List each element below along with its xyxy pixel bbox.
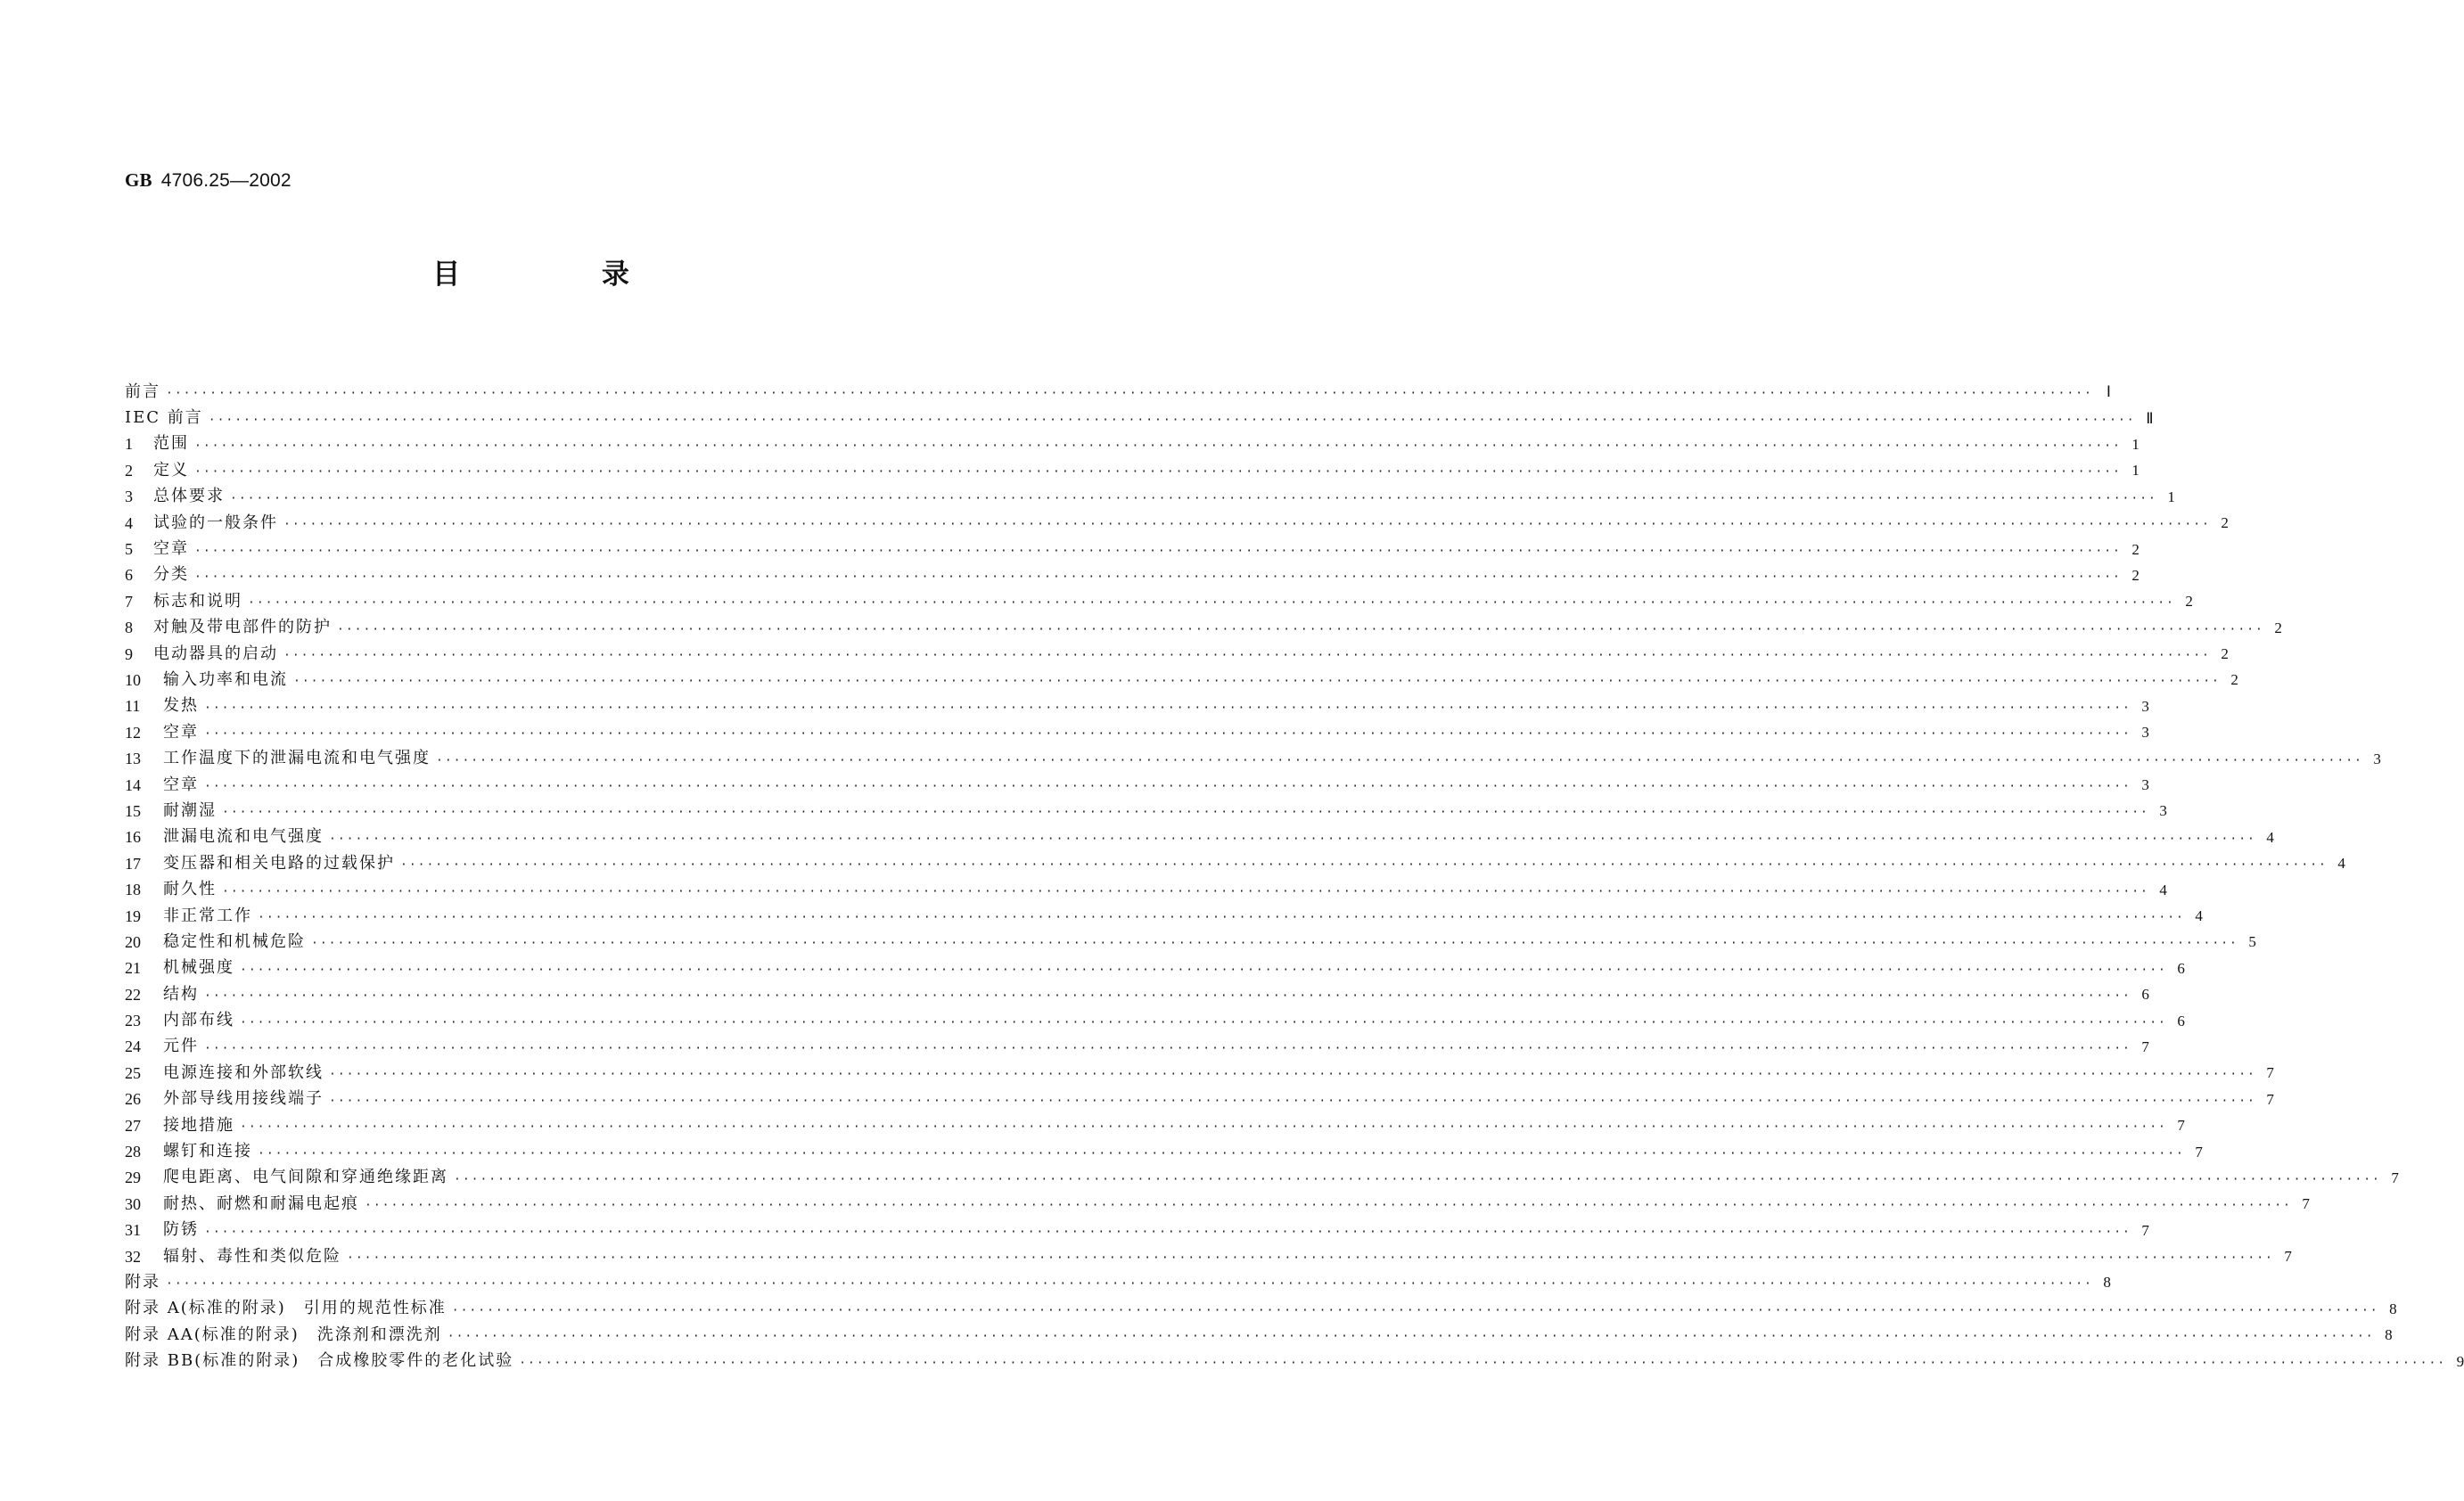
toc-dot-leader: ···························································································································································································································· (447, 1330, 2375, 1344)
toc-dot-leader: ···························································································································································································································· (194, 465, 2122, 480)
toc-entry-page-number: 2 (2185, 593, 2193, 611)
toc-entry-title: 结构 (163, 984, 199, 1004)
toc-entry-number: 16 (125, 828, 141, 847)
toc-entry-page-number: 3 (2141, 724, 2149, 742)
toc-entry-title: 非正常工作 (163, 906, 252, 925)
toc-dot-leader: ···························································································································································································································· (454, 1172, 2381, 1186)
toc-entry-page-number: 2 (2221, 645, 2229, 663)
toc-dot-leader: ···························································································································································································································· (230, 491, 2157, 505)
toc-entry[interactable] (125, 457, 2140, 483)
toc-entry-page-number: 4 (2337, 855, 2345, 873)
toc-entry-title: 工作温度下的泄漏电流和电气强度 (163, 749, 431, 768)
toc-entry[interactable] (125, 510, 2229, 536)
toc-entry[interactable] (125, 1138, 2203, 1164)
toc-dot-leader: ···························································································································································································································· (248, 596, 2175, 611)
toc-entry-number: 26 (125, 1090, 141, 1109)
toc-dot-leader: ···························································································································································································································· (166, 1277, 2093, 1292)
toc-entry-number: 22 (125, 985, 141, 1004)
toc-entry[interactable] (125, 1087, 2274, 1112)
toc-entry[interactable] (125, 693, 2149, 719)
toc-dot-leader: ···························································································································································································································· (311, 937, 2238, 951)
toc-entry-number: 17 (125, 854, 141, 873)
toc-entry-title: 电源连接和外部软线 (163, 1062, 324, 1082)
toc-entry-number: 11 (125, 697, 141, 716)
toc-entry-page-number: Ⅰ (2106, 383, 2111, 401)
toc-entry-title: 外部导线用接线端子 (163, 1089, 324, 1109)
toc-dot-leader: ···························································································································································································································· (436, 753, 2363, 767)
toc-dot-leader: ···························································································································································································································· (204, 1041, 2131, 1055)
toc-entry-number: 18 (125, 881, 141, 899)
toc-entry-number: 9 (125, 644, 133, 663)
toc-entry-page-number: 7 (2391, 1169, 2399, 1186)
toc-dot-leader: ···························································································································································································································· (222, 884, 2149, 898)
standard-code-number: 4706.25—2002 (160, 170, 292, 191)
toc-entry-number: 15 (125, 801, 141, 820)
toc-entry-title: 辐射、毒性和类似危险 (163, 1246, 341, 1266)
toc-entry-page-number: 7 (2177, 1117, 2185, 1135)
toc-entry-number: 25 (125, 1063, 141, 1082)
toc-entry-page-number: 7 (2284, 1248, 2292, 1266)
toc-entry-page-number: 3 (2159, 802, 2167, 820)
toc-entry[interactable] (125, 1060, 2274, 1086)
toc-entry-number: 5 (125, 540, 133, 559)
toc-entry[interactable] (125, 1165, 2399, 1191)
toc-entry-page-number: 8 (2103, 1274, 2111, 1292)
toc-entry[interactable] (125, 876, 2167, 902)
toc-entry-page-number: 7 (2141, 1221, 2149, 1239)
toc-entry-page-number: 2 (2230, 671, 2238, 689)
toc-entry-title: 内部布线 (163, 1011, 234, 1030)
toc-entry[interactable] (125, 588, 2193, 614)
toc-dot-leader: ···························································································································································································································· (283, 649, 2211, 663)
toc-entry-number: 7 (125, 592, 133, 611)
toc-entry-page-number: 9 (2456, 1352, 2464, 1370)
toc-entry-number: 29 (125, 1169, 141, 1187)
toc-dot-leader: ···························································································································································································································· (400, 858, 2328, 873)
table-of-contents (125, 379, 2464, 1374)
toc-dot-leader: ···························································································································································································································· (222, 806, 2149, 820)
toc-entry-page-number: 7 (2195, 1143, 2203, 1161)
toc-entry-title: 耐久性 (163, 880, 217, 899)
toc-dot-leader: ···························································································································································································································· (258, 911, 2185, 924)
toc-entry-page-number: 3 (2141, 776, 2149, 794)
toc-entry-title: 分类 (153, 565, 189, 585)
toc-entry-title: 输入功率和电流 (163, 669, 288, 689)
toc-entry-page-number: 2 (2274, 619, 2282, 636)
toc-dot-leader: ···························································································································································································································· (293, 675, 2221, 689)
toc-dot-leader: ···························································································································································································································· (329, 1068, 2256, 1082)
toc-entry[interactable] (125, 641, 2229, 667)
toc-entry[interactable] (125, 1112, 2185, 1138)
page-title: 目 录 (432, 258, 695, 291)
toc-entry-number: 30 (125, 1194, 141, 1213)
toc-entry-title: 标志和说明 (153, 591, 242, 611)
toc-entry[interactable] (125, 1243, 2292, 1269)
toc-entry-title: 空章 (163, 722, 199, 742)
toc-dot-leader: ···························································································································································································································· (337, 622, 2264, 636)
toc-entry-number: 3 (125, 488, 133, 506)
toc-entry-title: 耐潮湿 (163, 800, 217, 820)
toc-entry[interactable] (125, 1218, 2149, 1243)
toc-entry-page-number: 2 (2131, 566, 2140, 584)
toc-entry[interactable] (125, 850, 2345, 876)
toc-dot-leader: ···························································································································································································································· (240, 963, 2167, 977)
toc-entry-title: 空章 (163, 775, 199, 794)
toc-entry-page-number: 4 (2266, 828, 2274, 846)
toc-entry-title: IEC 前言 (125, 408, 203, 428)
toc-dot-leader: ···························································································································································································································· (451, 1303, 2379, 1317)
toc-entry-number: 13 (125, 750, 141, 768)
toc-entry-page-number: 5 (2248, 933, 2256, 951)
toc-dot-leader: ···························································································································································································································· (204, 780, 2131, 794)
toc-entry-page-number: 2 (2131, 540, 2140, 558)
standard-code (125, 169, 292, 192)
toc-entry[interactable] (125, 1034, 2149, 1060)
toc-dot-leader: ···························································································································································································································· (258, 1146, 2185, 1161)
toc-dot-leader: ···························································································································································································································· (365, 1199, 2292, 1213)
toc-entry-number: 21 (125, 959, 141, 978)
toc-entry-page-number: 1 (2131, 435, 2140, 453)
toc-entry-number: 14 (125, 775, 141, 794)
toc-entry[interactable] (125, 431, 2140, 457)
toc-dot-leader: ···························································································································································································································· (204, 701, 2131, 715)
toc-entry-page-number: 8 (2389, 1300, 2397, 1317)
toc-entry-page-number: 1 (2167, 488, 2175, 505)
toc-entry[interactable] (125, 1322, 2393, 1348)
toc-entry-page-number: 1 (2131, 462, 2140, 480)
toc-dot-leader: ···························································································································································································································· (519, 1356, 2447, 1370)
toc-dot-leader: ···························································································································································································································· (329, 832, 2256, 846)
toc-dot-leader: ···························································································································································································································· (240, 1015, 2167, 1029)
toc-entry-page-number: Ⅱ (2146, 409, 2154, 427)
toc-entry-title: 变压器和相关电路的过载保护 (163, 853, 395, 873)
toc-entry-number: 1 (125, 435, 133, 454)
toc-entry-number: 24 (125, 1038, 141, 1056)
toc-dot-leader: ···························································································································································································································· (194, 544, 2122, 558)
toc-entry-title: 附录 AA(标准的附录) 洗涤剂和漂洗剂 (125, 1325, 442, 1344)
toc-entry-title: 螺钉和连接 (163, 1142, 252, 1161)
toc-entry-page-number: 7 (2266, 1064, 2274, 1082)
toc-entry[interactable] (125, 903, 2203, 929)
toc-entry-page-number: 8 (2385, 1326, 2393, 1344)
toc-entry-title: 电动器具的启动 (153, 644, 278, 663)
toc-entry-title: 防锈 (163, 1220, 199, 1240)
toc-entry[interactable] (125, 956, 2185, 981)
toc-entry[interactable] (125, 1348, 2464, 1374)
toc-entry-page-number: 4 (2159, 881, 2167, 898)
toc-entry-title: 空章 (153, 539, 189, 559)
toc-entry-title: 机械强度 (163, 958, 234, 978)
toc-entry[interactable] (125, 745, 2381, 771)
toc-entry[interactable] (125, 798, 2167, 824)
toc-entry-page-number: 6 (2177, 959, 2185, 977)
toc-entry-title: 范围 (153, 434, 189, 454)
toc-entry-number: 32 (125, 1247, 141, 1266)
toc-entry-title: 发热 (163, 696, 199, 716)
toc-entry-page-number: 7 (2302, 1195, 2310, 1213)
toc-entry-number: 28 (125, 1143, 141, 1161)
toc-dot-leader: ···························································································································································································································· (194, 439, 2122, 453)
toc-entry-page-number: 2 (2221, 514, 2229, 532)
toc-entry-title: 对触及带电部件的防护 (153, 618, 332, 637)
toc-entry[interactable] (125, 719, 2149, 745)
toc-dot-leader: ···························································································································································································································· (166, 387, 2093, 401)
toc-entry-number: 10 (125, 670, 141, 689)
toc-entry-title: 耐热、耐燃和耐漏电起痕 (163, 1193, 359, 1213)
toc-entry-number: 31 (125, 1221, 141, 1240)
toc-entry[interactable] (125, 1269, 2111, 1295)
toc-entry-title: 前言 (125, 381, 160, 401)
toc-entry[interactable] (125, 824, 2274, 850)
toc-entry-title: 爬电距离、电气间隙和穿通绝缘距离 (163, 1168, 448, 1187)
toc-entry-number: 27 (125, 1116, 141, 1135)
toc-entry-number: 23 (125, 1012, 141, 1030)
toc-entry-title: 元件 (163, 1037, 199, 1056)
toc-entry-page-number: 3 (2141, 697, 2149, 715)
toc-dot-leader: ···························································································································································································································· (204, 1225, 2131, 1239)
toc-entry-title: 附录 A(标准的附录) 引用的规范性标准 (125, 1299, 447, 1318)
toc-entry-page-number: 6 (2177, 1012, 2185, 1029)
toc-entry[interactable] (125, 615, 2282, 641)
toc-entry[interactable] (125, 1191, 2310, 1217)
toc-entry-title: 定义 (153, 460, 189, 480)
toc-entry-title: 泄漏电流和电气强度 (163, 827, 324, 847)
toc-entry-title: 附录 BB(标准的附录) 合成橡胶零件的老化试验 (125, 1351, 514, 1371)
toc-entry[interactable] (125, 562, 2140, 588)
toc-dot-leader: ···························································································································································································································· (347, 1251, 2274, 1266)
toc-entry-title: 接地措施 (163, 1115, 234, 1135)
toc-entry-title: 试验的一般条件 (153, 513, 278, 532)
toc-entry-page-number: 7 (2141, 1038, 2149, 1055)
toc-entry-page-number: 7 (2266, 1090, 2274, 1108)
toc-entry[interactable] (125, 772, 2149, 798)
toc-entry[interactable] (125, 379, 2111, 405)
toc-entry[interactable] (125, 536, 2140, 562)
toc-dot-leader: ···························································································································································································································· (283, 518, 2211, 532)
toc-dot-leader: ···························································································································································································································· (194, 570, 2122, 584)
toc-entry-title: 总体要求 (153, 487, 225, 506)
toc-entry-title: 稳定性和机械危险 (163, 931, 306, 951)
toc-entry[interactable] (125, 667, 2238, 693)
toc-entry[interactable] (125, 484, 2175, 510)
toc-dot-leader: ···························································································································································································································· (240, 1120, 2167, 1135)
toc-entry[interactable] (125, 929, 2256, 955)
toc-dot-leader: ···························································································································································································································· (329, 1094, 2256, 1108)
toc-entry-number: 4 (125, 513, 133, 532)
standard-code-prefix: GB (125, 169, 152, 191)
toc-entry-title: 附录 (125, 1272, 160, 1292)
toc-dot-leader: ···························································································································································································································· (204, 727, 2131, 742)
toc-dot-leader: ···························································································································································································································· (208, 413, 2136, 427)
toc-entry-page-number: 6 (2141, 986, 2149, 1004)
toc-entry-page-number: 4 (2195, 907, 2203, 924)
toc-entry-page-number: 3 (2373, 750, 2381, 767)
toc-entry-number: 8 (125, 619, 133, 637)
toc-entry[interactable] (125, 405, 2154, 431)
toc-entry-number: 12 (125, 723, 141, 742)
toc-entry-number: 6 (125, 566, 133, 585)
toc-dot-leader: ···························································································································································································································· (204, 989, 2131, 1004)
toc-entry-number: 20 (125, 932, 141, 951)
toc-entry[interactable] (125, 1007, 2185, 1033)
toc-entry-number: 2 (125, 461, 133, 480)
toc-entry[interactable] (125, 981, 2149, 1007)
toc-entry-number: 19 (125, 906, 141, 925)
toc-entry[interactable] (125, 1296, 2397, 1322)
